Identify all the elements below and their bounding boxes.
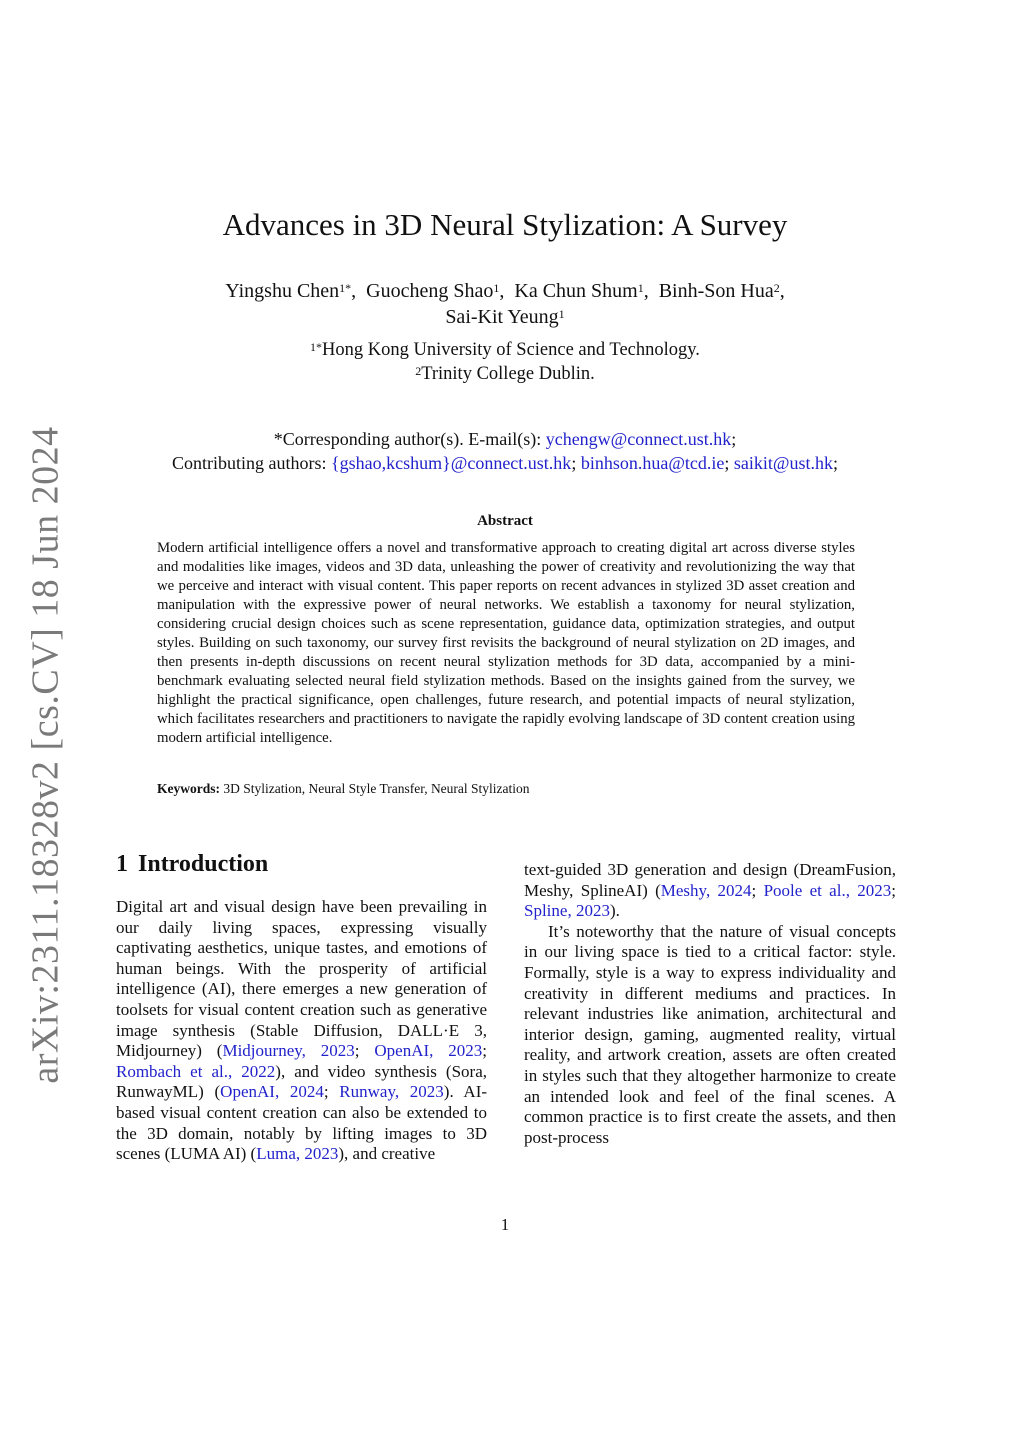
paper-title: Advances in 3D Neural Stylization: A Survey	[222, 207, 788, 242]
citation-link[interactable]: Spline, 2023	[524, 901, 610, 921]
citation-link[interactable]: OpenAI, 2024	[220, 1082, 324, 1102]
right-column	[524, 860, 896, 1148]
citation-link[interactable]: Rombach et al., 2022	[116, 1061, 276, 1081]
author-name: Sai-Kit Yeung$^1$	[445, 306, 565, 328]
citation-link[interactable]: Runway, 2023	[339, 1082, 444, 1102]
author-name: Ka Chun Shum$^1$,	[514, 280, 649, 302]
affiliation: $^{1*}$Hong Kong University of Science and Technology.	[310, 340, 700, 360]
paragraph: It’s noteworthy that the nature of visual concepts in our living space is tied to a critical factor: style. Formally, style is a way to express individuality and creativity in different mediums and practices. In relevant industries like animation, architectural and interior design, gaming, augmented reality, virtual reality, and artwork creation, assets are often created in styles such that they altogether harmonize to create an intended look and feel of the final scenes. A common practice is to first create the assets, and then post-process	[524, 921, 896, 1147]
paragraph: Digital art and visual design have been prevailing in our daily living spaces, expressing visually captivating aesthetics, unique tastes, and emotions of human beings. With the prosperity of artificial intelligence (AI), there emerges a new generation of toolsets for visual content creation such as generative image synthesis (Stable Diffusion, DALL·E 3, Midjourney) (Midjourney, 2023; OpenAI, 2023; Rombach et al., 2022), and video synthesis (Sora, RunwayML) (OpenAI, 2024; Runway, 2023). AI-based visual content creation can also be extended to the 3D domain, notably by lifting images to 3D scenes (LUMA AI) (Luma, 2023), and creative	[116, 897, 488, 1164]
keywords-label: Keywords:	[157, 781, 220, 796]
email-link[interactable]: ychengw@connect.ust.hk	[545, 429, 732, 449]
author-name: Guocheng Shao$^1$,	[366, 280, 505, 302]
citation-link[interactable]: Meshy, 2024	[660, 880, 752, 900]
author-name: Binh-Son Hua$^2$,	[658, 280, 785, 302]
affiliation: $^2$Trinity College Dublin.	[415, 364, 595, 384]
section-title: Introduction	[138, 851, 269, 877]
arxiv-identifier: arXiv:2311.18328v2 [cs.CV] 18 Jun 2024	[25, 426, 67, 1084]
author-list	[100, 278, 910, 330]
affiliation-list	[100, 338, 910, 386]
section-number: 1	[116, 851, 128, 877]
abstract-text: Modern artificial intelligence offers a novel and transformative approach to creating digital art across diverse styles and modalities like images, videos and 3D data, unleashing the power of creativity and revolutionizing the way that we perceive and interact with visual content. This paper reports on recent advances in stylized 3D asset creation and manipulation with the expressive power of neural networks. We establish a taxonomy for neural stylization, considering crucial design choices such as scene representation, guidance data, optimization strategies, and output styles. Building on such taxonomy, our survey first revisits the background of neural stylization on 2D images, and then presents in-depth discussions on recent neural stylization methods for 3D data, accompanied by a mini-benchmark evaluating selected neural field stylization methods. Based on the insights gained from the survey, we highlight the practical significance, open challenges, future research, and potential impacts of neural stylization, which facilitates researchers and practitioners to navigate the rapidly evolving landscape of 3D content creation using modern artificial intelligence.	[157, 540, 855, 746]
keywords-line	[157, 781, 855, 797]
contributing-authors-line: Contributing authors: {gshao,kcshum}@connect.ust.hk; binhson.hua@tcd.ie; saikit@ust.hk;	[171, 453, 839, 473]
left-column	[116, 897, 487, 1165]
keywords-text: 3D Stylization, Neural Style Transfer, Neural Stylization	[223, 781, 530, 796]
contact-block	[80, 427, 930, 475]
section-heading	[116, 851, 268, 878]
corresponding-author-line: *Corresponding author(s). E-mail(s): ychengw@connect.ust.hk;	[273, 429, 737, 449]
citation-link[interactable]: Luma, 2023	[256, 1144, 339, 1164]
arxiv-side-stamp	[20, 426, 72, 1084]
page-number: 1	[500, 1215, 510, 1234]
abstract-heading: Abstract	[477, 513, 533, 529]
email-link[interactable]: binhson.hua@tcd.ie	[580, 453, 725, 473]
paragraph: text-guided 3D generation and design (DreamFusion, Meshy, SplineAI) (Meshy, 2024; Poole et al., 2023; Spline, 2023).	[524, 860, 896, 921]
citation-link[interactable]: Midjourney, 2023	[222, 1041, 355, 1061]
author-name: Yingshu Chen$^{1*}$,	[225, 280, 357, 302]
email-link[interactable]: {gshao,kcshum}@connect.ust.hk	[330, 453, 572, 473]
citation-link[interactable]: Poole et al., 2023	[763, 880, 892, 900]
email-link[interactable]: saikit@ust.hk	[733, 453, 833, 473]
citation-link[interactable]: OpenAI, 2023	[374, 1041, 483, 1061]
